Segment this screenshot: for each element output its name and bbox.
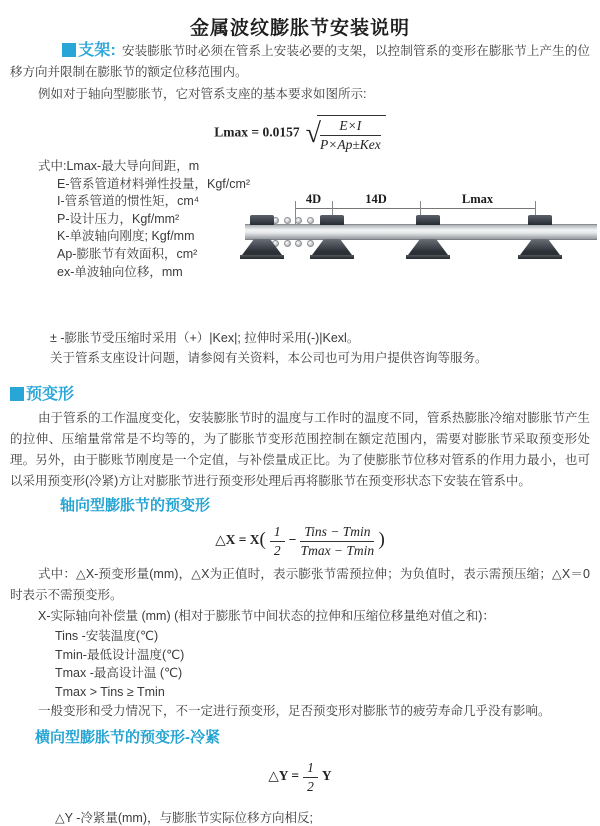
formula1-lhs: Lmax = 0.0157: [214, 124, 300, 140]
formula1-numerator: E×I: [320, 118, 381, 136]
formula1-denominator: P×Ap±Kex: [319, 136, 381, 152]
formula2-lhs: △X = X: [215, 532, 260, 548]
predeform-paragraph: 由于管系的工作温度变化，安装膨胀节时的温度与工作时的温度不同，管系热膨胀冷缩对膨胀节产生的拉伸、压缩量常常是不均等的，为了膨胀节变形范围控制在额定范围内，需要对膨胀节采取预变形处理。另外，由于膨账节刚度是一个定值，与补偿量成正比。为了使膨胀节位移对管系的作用力最小，也可以采用预变形(冷紧)方让对膨胀节进行预变形处理后再将膨胀节在预变形状态下安装在管系中。: [10, 411, 590, 489]
deltax-note: 式中：△X-预变形量(mm)，△X为正值时，表示膨张节需预拉伸；为负值时，表示需预压缩；△X＝0时表示不需预变形。: [10, 567, 590, 603]
predeform-section-header: [10, 384, 590, 406]
pipe-support: [518, 194, 562, 260]
temp-definition: Tmax -最高设计温 (℃): [55, 666, 183, 681]
lateral-predeform-formula: △Y = $\frac{1}{2}$ Y: [268, 760, 332, 794]
definition-line: Ap-膨胀节有效面积，cm²: [57, 247, 198, 261]
dimension-label-14d: 14D: [365, 192, 387, 207]
support-example-line: 例如对于轴向型膨胀节，它对管系支座的基本要求如图所示:: [38, 87, 367, 101]
temp-inequality: Tmax > Tins ≥ Tmin: [55, 684, 165, 699]
formula3-lhs: △Y =: [268, 768, 300, 784]
plusminus-note: ± -膨胀节受压缩时采用（+）|Kex|; 拉伸时采用(-)|Kexl。: [50, 331, 360, 346]
axial-predeform-heading: 轴向型膨胀节的预变形: [60, 497, 211, 515]
pipe-support: [240, 194, 284, 260]
section-bullet-icon: [62, 43, 76, 57]
definition-line: ex-单波轴向位移，mm: [57, 264, 183, 279]
deltay-note: △Y -冷紧量(mm)，与膨胀节实际位移方向相反;: [55, 811, 313, 826]
definition-line: K-单波轴向刚度; Kgf/mm: [57, 229, 195, 244]
support-section-label: 支架:: [78, 42, 116, 59]
temp-definition: Tmin-最低设计温度(℃): [55, 647, 185, 662]
definition-line: P-设计压力，Kgf/mm²: [57, 211, 180, 226]
formula2-numerator: Tins − Tmin: [300, 524, 374, 542]
definition-line: I-管系管道的惯性矩，cm⁴: [57, 194, 200, 209]
support-requirement-diagram: [245, 194, 597, 289]
definition-line: 式中:Lmax-最大导向间距，m: [38, 159, 200, 174]
dimension-label-lmax: Lmax: [461, 192, 494, 207]
page-title: 金属波纹膨胀节安装说明: [189, 18, 410, 39]
definitions-and-diagram: [0, 158, 600, 328]
formula2-denominator: Tmax − Tmin: [300, 542, 375, 558]
guide-spacing-formula: [0, 115, 600, 152]
predeform-section-label: 预变形: [26, 386, 75, 404]
sqrt-radical-icon: √: [305, 117, 321, 149]
consult-note: 关于管系支座设计问题，请参阅有关资料，本公司也可为用户提供咨询等服务。: [50, 351, 488, 366]
definition-line: E-管系管道材料弹性投量，Kgf/cm²: [57, 176, 251, 191]
section-bullet-icon: [10, 387, 24, 401]
x-definition: X-实际轴向补偿量 (mm) (相对于膨胀节中间状态的拉伸和压缩位移量绝对值之和)：: [38, 609, 495, 624]
pipe-support: [406, 194, 450, 260]
support-section-intro: [10, 40, 590, 83]
pipe-support: [310, 194, 354, 260]
support-intro-text: 安装膨胀节时必须在管系上安装必要的支架，以控制管系的变形在膨胀节上产生的位移方向并限制在膨胀节的额定位移范围内。: [10, 44, 590, 79]
axial-predeform-formula: △X = X( $\frac{1}{2}$ − $\frac{\text{Tins − Tmin}}{Tmax - Tmin}$ ): [215, 524, 385, 558]
lateral-predeform-heading: 横向型膨胀节的预变形-冷紧: [35, 729, 220, 747]
fatigue-note: 一般变形和受力情况下，不一定进行预变形，足否预变形对膨胀节的疲劳寿命几乎没有影响。: [38, 704, 551, 719]
formula3-rhs: Y: [321, 768, 332, 784]
temp-definition: Tins -安装温度(℃): [55, 629, 159, 644]
dimension-label-4d: 4D: [305, 192, 322, 207]
